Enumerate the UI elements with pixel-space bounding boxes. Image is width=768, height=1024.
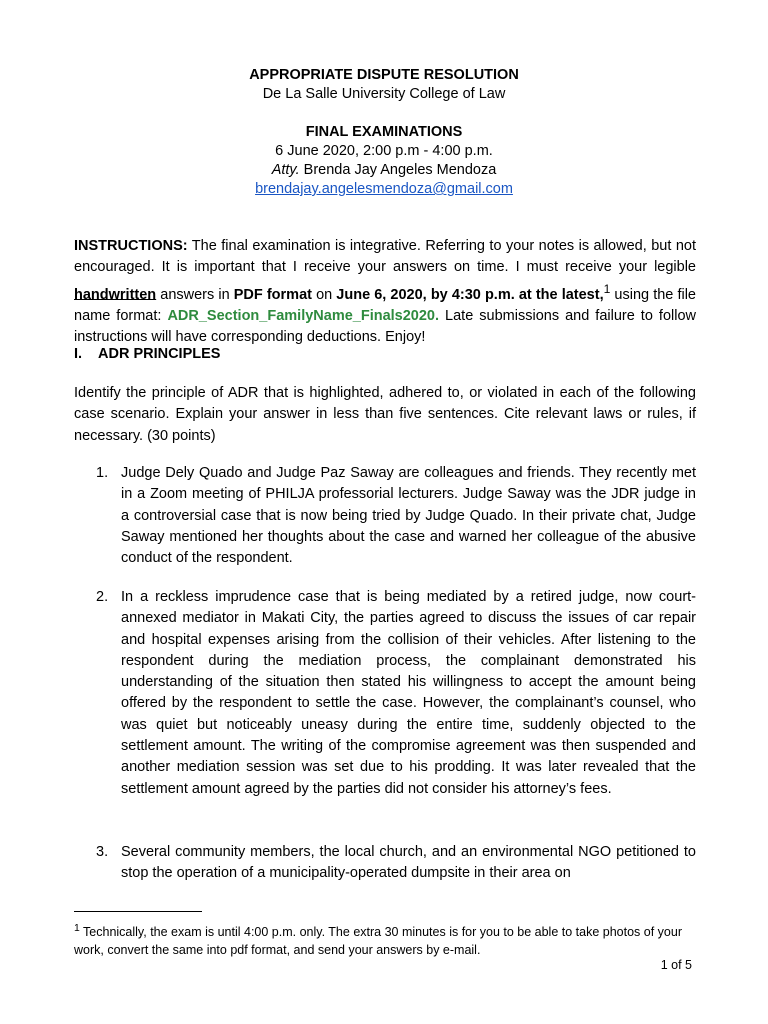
footnote-reference: 1	[603, 281, 611, 296]
school-name: De La Salle University College of Law	[262, 86, 506, 102]
item-number: 2.	[96, 589, 109, 605]
exam-title: FINAL EXAMINATIONS	[305, 124, 463, 140]
exam-schedule: 6 June 2020, 2:00 p.m - 4:00 p.m.	[275, 143, 493, 159]
list-item	[96, 842, 696, 885]
professor-prefix: Atty.	[271, 162, 300, 178]
item-text: Judge Dely Quado and Judge Paz Saway are colleagues and friends. They recently met in a Zoom meeting of PHILJA professorial lecturers. Judge Saway was the JDR judge in a controversial case that is now being tried by Judge Quado. In their private chat, Judge Saway mentioned her thoughts about the case and warned her colleague of the abusive conduct of the respondent.	[121, 465, 696, 567]
footnote-separator	[74, 911, 202, 912]
section-title: ADR PRINCIPLES	[98, 346, 221, 362]
section-heading	[74, 346, 220, 362]
professor-name: Brenda Jay Angeles Mendoza	[299, 162, 497, 178]
item-text: Several community members, the local church, and an environmental NGO petitioned to stop the operation of a municipality-operated dumpsite in their area on	[121, 844, 696, 882]
footnote	[74, 920, 696, 959]
deadline-emphasis: June 6, 2020, by 4:30 p.m. at the latest,	[336, 286, 604, 303]
list-item	[96, 587, 696, 800]
instructions-paragraph: INSTRUCTIONS: The final examination is integrative. Referring to your notes is allowed, but not encouraged. It is important that I receive your answers on time. I must receive your legible handwritten answers in PDF format on June 6, 2020, by 4:30 p.m. at the latest,$^1$ using the file name format: ADR_Section_FamilyName_Finals2020. Late submissions and failure to follow instructions will have corresponding deductions. Enjoy!	[74, 238, 696, 346]
pdf-format-emphasis: PDF format	[233, 286, 312, 303]
item-number: 3.	[96, 844, 109, 860]
section-intro: Identify the principle of ADR that is highlighted, adhered to, or violated in each of the following case scenario. Explain your answer in less than five sentences. Cite relevant laws or rules, if necessary. (30 points)	[74, 385, 696, 444]
exam-header	[0, 66, 768, 199]
item-text: In a reckless imprudence case that is being mediated by a retired judge, now court-annexed mediator in Makati City, the parties agreed to discuss the issues of car repair and hospital expenses arising from the collision of their vehicles. After listening to the respondent during the mediation process, the complainant demonstrated his understanding of the situation then stated his willingness to accept the amount being offered by the respondent to settle the case. However, the complainant’s counsel, who was quiet but noticeably uneasy during the entire time, suddenly objected to the settlement amount. The writing of the compromise agreement was then suspended and another mediation session was set due to his prodding. It was later revealed that the settlement amount agreed by the parties did not consider his attorney’s fees.	[121, 589, 696, 797]
course-title: APPROPRIATE DISPUTE RESOLUTION	[249, 67, 519, 83]
instructions-label: INSTRUCTIONS:	[74, 238, 188, 254]
professor-line	[0, 161, 768, 180]
section-number: I.	[74, 346, 83, 362]
professor-email-link[interactable]: brendajay.angelesmendoza@gmail.com	[255, 181, 513, 197]
footnote-text: Technically, the exam is until 4:00 p.m. only. The extra 30 minutes is for you to be able to take photos of your work, convert the same into pdf format, and send your answers by e-mail.	[74, 925, 682, 958]
file-name-format: ADR_Section_FamilyName_Finals2020.	[167, 307, 440, 324]
page-number: 1 of 5	[660, 958, 692, 972]
item-number: 1.	[96, 465, 109, 481]
list-item	[96, 463, 696, 569]
handwritten-emphasis: handwritten	[74, 286, 157, 303]
footnote-marker: 1	[74, 923, 80, 934]
